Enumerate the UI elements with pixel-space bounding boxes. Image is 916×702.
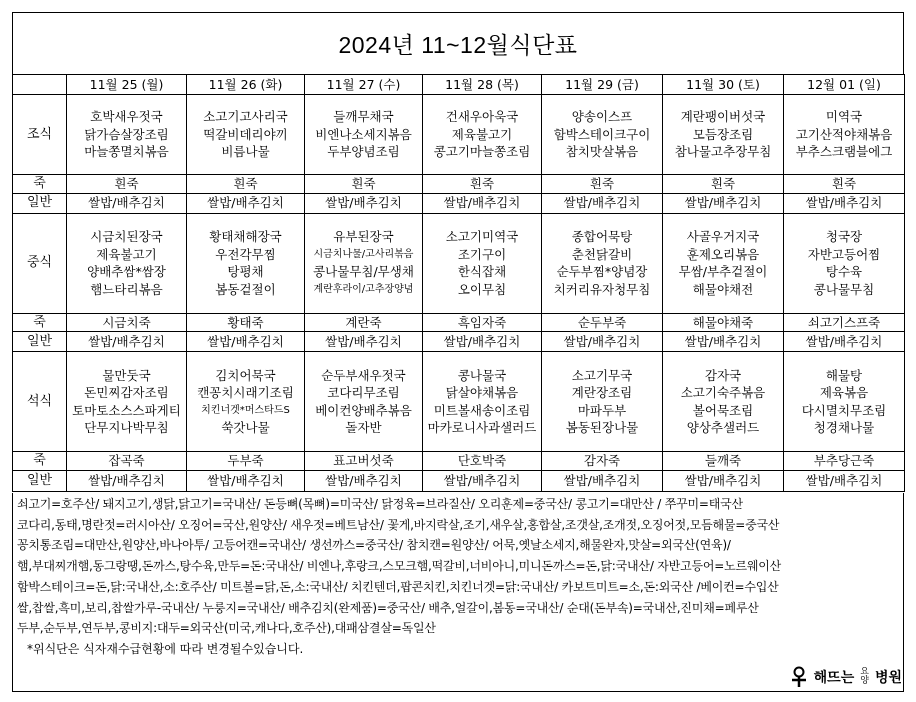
dinner_porridge-row <box>13 452 905 471</box>
menu-item: 들깨무채국 <box>333 109 394 125</box>
breakfast_porridge-cell: 흰죽 <box>663 175 784 194</box>
menu-item: 탕수육 <box>825 264 863 279</box>
lunch_porridge-cell: 계란죽 <box>305 313 423 332</box>
dinner-cell <box>542 352 663 452</box>
lunch-cell <box>305 213 423 313</box>
menu-item: 쑥갓나물 <box>221 420 270 435</box>
origin-notes <box>12 493 904 692</box>
menu-item: 닭가슴살장조림 <box>84 126 169 142</box>
breakfast_porridge-cell: 흰죽 <box>423 175 542 194</box>
menu-item: 참치맛살볶음 <box>565 144 639 160</box>
breakfast-cell <box>423 95 542 175</box>
lunch_porridge-cell: 해물야채죽 <box>663 313 784 332</box>
menu-item: 양상추샐러드 <box>686 420 760 435</box>
lunch_porridge-cell: 황태죽 <box>187 313 305 332</box>
menu-item: 순두부찜*양념장 <box>556 264 648 279</box>
origin-note-line: 쇠고기=호주산/ 돼지고기,생닭,닭고기=국내산/ 돈등뼈(목뼈)=미국산/ 닭정육=브라질산/ 오리훈제=중국산/ 콩고기=대만산 / 쭈꾸미=태국산 <box>17 497 743 511</box>
lunch_porridge-label: 죽 <box>13 313 67 332</box>
menu-item: 감자국 <box>704 367 742 383</box>
menu-item: 황태채해장국 <box>209 229 282 244</box>
lunch_regular-cell: 쌀밥/배추김치 <box>305 332 423 352</box>
menu-item: 마늘쫑멸치볶음 <box>84 144 169 160</box>
menu-item: 햄느타리볶음 <box>90 281 163 297</box>
date-cell: 11월 26 (화) <box>187 75 305 95</box>
logo-small-top: 요 <box>860 667 869 677</box>
breakfast_regular-cell: 쌀밥/배추김치 <box>187 193 305 213</box>
menu-item: 치킨너겟*머스타드S <box>201 404 290 416</box>
menu-item: 콩나물무침/무생채 <box>313 264 414 279</box>
date-row <box>13 75 905 95</box>
dinner_regular-label: 일반 <box>13 470 67 491</box>
dinner_porridge-label: 죽 <box>13 452 67 471</box>
lunch_porridge-row <box>13 313 905 332</box>
lunch_regular-cell: 쌀밥/배추김치 <box>423 332 542 352</box>
breakfast_regular-cell: 쌀밥/배추김치 <box>67 193 187 213</box>
menu-item: 건새우아욱국 <box>445 109 519 125</box>
breakfast_porridge-cell: 흰죽 <box>305 175 423 194</box>
dinner-cell <box>67 352 187 452</box>
dinner_regular-cell: 쌀밥/배추김치 <box>663 470 784 491</box>
breakfast-cell <box>663 95 784 175</box>
menu-item: 콩나물국 <box>457 367 507 383</box>
menu-item: 사골우거지국 <box>686 229 760 244</box>
dinner_porridge-cell: 들깨죽 <box>663 452 784 471</box>
menu-item: 자반고등어찜 <box>807 246 881 262</box>
menu-item: 소고기미역국 <box>445 229 519 244</box>
lunch_porridge-cell: 흑임자죽 <box>423 313 542 332</box>
breakfast_regular-cell: 쌀밥/배추김치 <box>542 193 663 213</box>
menu-item: 오이무침 <box>457 281 507 297</box>
dinner-cell <box>187 352 305 452</box>
breakfast-cell <box>187 95 305 175</box>
menu-item: 비름나물 <box>221 144 270 160</box>
breakfast_regular-cell: 쌀밥/배추김치 <box>305 193 423 213</box>
dinner_regular-cell: 쌀밥/배추김치 <box>305 470 423 491</box>
menu-item: 고기산적야채볶음 <box>795 126 893 142</box>
menu-item: 참나물고추장무침 <box>674 144 772 160</box>
menu-item: 제육불고기 <box>451 126 513 142</box>
dinner_porridge-cell: 표고버섯죽 <box>305 452 423 471</box>
lunch_regular-cell: 쌀밥/배추김치 <box>187 332 305 352</box>
dinner_regular-cell: 쌀밥/배추김치 <box>542 470 663 491</box>
dinner-row <box>13 352 905 452</box>
menu-item: 시금치나물/고사리볶음 <box>313 248 414 260</box>
menu-item: 돈민찌감자조림 <box>84 385 169 400</box>
menu-item: 소고기고사리국 <box>203 109 288 125</box>
dinner_porridge-cell: 두부죽 <box>187 452 305 471</box>
menu-item: 콩고기마늘쫑조림 <box>433 144 531 160</box>
breakfast_regular-cell: 쌀밥/배추김치 <box>784 193 905 213</box>
menu-item: 마파두부 <box>577 402 627 418</box>
breakfast-label: 조식 <box>13 95 67 175</box>
menu-item: 김치어묵국 <box>215 367 276 383</box>
menu-item: 제육볶음 <box>819 385 869 400</box>
breakfast-cell <box>67 95 187 175</box>
origin-note-line: 쌀,찹쌀,흑미,보리,찹쌀가루-국내산/ 누룽지=국내산/ 배추김치(완제품)=중국산/ 배추,얼갈이,봄동=국내산/ 순대(돈부속)=국내산,진미채=페루산 <box>17 600 759 615</box>
menu-item: 청경채나물 <box>813 420 875 435</box>
breakfast_porridge-row <box>13 175 905 194</box>
dinner_regular-cell: 쌀밥/배추김치 <box>784 470 905 491</box>
menu-item: 종합어묵탕 <box>571 229 633 244</box>
lunch_porridge-cell: 쇠고기스프죽 <box>784 313 905 332</box>
menu-item: 부추스크램블에그 <box>795 144 893 160</box>
origin-note-line: 두부,순두부,연두부,콩비지:대두=외국산(미국,캐나다,호주산),대패삼결살=독일산 <box>17 621 436 636</box>
menu-item: 소고기무국 <box>571 367 633 383</box>
menu-item: 계란팽이버섯국 <box>680 109 766 125</box>
menu-item: 무쌈/부추겉절이 <box>678 264 768 279</box>
dinner-cell <box>305 352 423 452</box>
logo-small-text <box>860 668 869 686</box>
menu-item: 소고기숙주볶음 <box>680 385 766 400</box>
dinner_porridge-cell: 감자죽 <box>542 452 663 471</box>
date-cell: 11월 30 (토) <box>663 75 784 95</box>
menu-item: 봄동된장나물 <box>565 420 639 435</box>
menu-item: 시금치된장국 <box>90 229 163 244</box>
menu-item: 코다리무조림 <box>327 385 400 400</box>
footnote: *위식단은 식자재수급현황에 따라 변경될수있습니다. <box>27 641 304 656</box>
breakfast-cell <box>542 95 663 175</box>
menu-item: 콩나물무침 <box>813 281 875 297</box>
lunch-row <box>13 213 905 313</box>
lunch_porridge-cell: 시금치죽 <box>67 313 187 332</box>
menu-item: 함박스테이크구이 <box>553 126 651 142</box>
origin-note-line: 햄,부대찌개햄,동그랑땡,돈까스,탕수육,만두=돈:국내산/ 비엔나,후랑크,스모크햄,떡갈비,너비아니,미니돈까스=돈,닭:국내산/ 자반고등어=노르웨이산 <box>17 559 782 574</box>
menu-item: 물만둣국 <box>102 367 151 383</box>
hospital-logo <box>788 666 902 688</box>
lunch_regular-cell: 쌀밥/배추김치 <box>663 332 784 352</box>
menu-item: 조기구이 <box>457 246 507 262</box>
title-box <box>12 12 904 74</box>
menu-item: 마카로니사과샐러드 <box>427 420 537 435</box>
menu-item: 캔꽁치시래기조림 <box>197 385 294 400</box>
logo-small-bottom: 양 <box>860 676 869 686</box>
lunch-cell <box>187 213 305 313</box>
dinner-cell <box>784 352 905 452</box>
menu-item: 춘천닭갈비 <box>571 246 633 262</box>
menu-item: 단무지나박무침 <box>84 420 169 435</box>
lunch-cell <box>423 213 542 313</box>
menu-item: 두부양념조림 <box>327 144 400 160</box>
breakfast-row <box>13 95 905 175</box>
breakfast_regular-row <box>13 193 905 213</box>
lunch_porridge-cell: 순두부죽 <box>542 313 663 332</box>
breakfast_porridge-cell: 흰죽 <box>187 175 305 194</box>
menu-item: 토마토소스스파게티 <box>72 402 181 418</box>
breakfast_porridge-label: 죽 <box>13 175 67 194</box>
menu-item: 비엔나소세지볶음 <box>315 126 412 142</box>
breakfast_porridge-cell: 흰죽 <box>784 175 905 194</box>
date-cell: 11월 25 (월) <box>67 75 187 95</box>
dinner_regular-cell: 쌀밥/배추김치 <box>187 470 305 491</box>
dinner-label: 석식 <box>13 352 67 452</box>
menu-item: 볼어묵조림 <box>692 402 754 418</box>
menu-item: 미트볼새송이조림 <box>433 402 531 418</box>
menu-item: 모듬장조림 <box>692 126 754 142</box>
logo-name-part1: 해뜨는 <box>813 670 855 686</box>
dinner_regular-row <box>13 470 905 491</box>
breakfast-cell <box>305 95 423 175</box>
menu-item: 훈제오리볶음 <box>686 246 760 262</box>
page-title: 2024년 11~12월식단표 <box>338 32 578 58</box>
menu-item: 떡갈비데리야끼 <box>203 126 288 142</box>
menu-item: 베이컨양배추볶음 <box>315 402 412 418</box>
menu-item: 계란장조림 <box>571 385 633 400</box>
dinner-cell <box>423 352 542 452</box>
lunch-cell <box>663 213 784 313</box>
menu-item: 돌자반 <box>345 420 382 435</box>
menu-item: 다시멸치무조림 <box>801 402 887 418</box>
menu-item: 해물야채전 <box>692 281 754 297</box>
menu-item: 우전각무찜 <box>215 246 276 262</box>
menu-item: 미역국 <box>825 109 863 125</box>
lunch_regular-cell: 쌀밥/배추김치 <box>784 332 905 352</box>
menu-item: 봄동겉절이 <box>215 281 276 297</box>
cross-logo-icon <box>788 666 810 688</box>
menu-item: 호박새우젓국 <box>90 109 163 125</box>
dinner_regular-cell: 쌀밥/배추김치 <box>423 470 542 491</box>
menu-item: 청국장 <box>825 229 863 244</box>
logo-name-part2: 병원 <box>874 670 902 686</box>
date-cell: 11월 27 (수) <box>305 75 423 95</box>
lunch_regular-cell: 쌀밥/배추김치 <box>67 332 187 352</box>
breakfast_regular-label: 일반 <box>13 193 67 213</box>
menu-item: 해물탕 <box>825 367 863 383</box>
breakfast_porridge-cell: 흰죽 <box>542 175 663 194</box>
lunch-cell <box>67 213 187 313</box>
dinner_regular-cell: 쌀밥/배추김치 <box>67 470 187 491</box>
menu-item: 양배추쌈*쌈장 <box>87 264 166 279</box>
origin-note-line: 코다리,동태,명란젓=러시아산/ 오징어=국산,원양산/ 새우젓=베트남산/ 꽃게,바지락살,조기,새우살,홍합살,조갯살,조개젓,오징어젓,모듬해물=중국산 <box>17 517 780 532</box>
menu-item: 순두부새우젓국 <box>321 367 406 383</box>
date-cell: 11월 28 (목) <box>423 75 542 95</box>
lunch-label: 중식 <box>13 213 67 313</box>
corner-cell <box>13 75 67 95</box>
breakfast_regular-cell: 쌀밥/배추김치 <box>423 193 542 213</box>
menu-item: 한식잡채 <box>457 264 507 279</box>
origin-note-line: 꽁치통조림=대만산,원양산,바나아투/ 고등어캔=국내산/ 생선까스=중국산/ 참치캔=원양산/ 어묵,옛날소세지,해물완자,맛살=외국산(연육)/ <box>17 538 731 553</box>
date-cell: 11월 29 (금) <box>542 75 663 95</box>
dinner_porridge-cell: 잡곡죽 <box>67 452 187 471</box>
breakfast_regular-cell: 쌀밥/배추김치 <box>663 193 784 213</box>
menu-item: 닭살야채볶음 <box>445 385 519 400</box>
menu-item: 양송이스프 <box>571 109 633 125</box>
lunch_regular-label: 일반 <box>13 332 67 352</box>
menu-item: 치커리유자청무침 <box>553 281 651 297</box>
lunch_regular-cell: 쌀밥/배추김치 <box>542 332 663 352</box>
menu-table <box>12 74 905 492</box>
dinner_porridge-cell: 단호박죽 <box>423 452 542 471</box>
menu-item: 유부된장국 <box>333 229 394 244</box>
menu-item: 제육불고기 <box>96 246 157 262</box>
menu-item: 계란후라이/고추장양념 <box>313 283 414 295</box>
lunch_regular-row <box>13 332 905 352</box>
lunch-cell <box>784 213 905 313</box>
breakfast_porridge-cell: 흰죽 <box>67 175 187 194</box>
lunch-cell <box>542 213 663 313</box>
origin-note-line: 함박스테이크=돈,닭:국내산,소:호주산/ 미트볼=닭,돈,소:국내산/ 치킨텐더,팝콘치킨,치킨너겟=닭:국내산/ 카보트미트=소,돈:외국산 /베이컨=수입산 <box>17 579 779 594</box>
breakfast-cell <box>784 95 905 175</box>
date-cell: 12월 01 (일) <box>784 75 905 95</box>
dinner_porridge-cell: 부추당근죽 <box>784 452 905 471</box>
menu-item: 탕평채 <box>227 264 264 279</box>
dinner-cell <box>663 352 784 452</box>
